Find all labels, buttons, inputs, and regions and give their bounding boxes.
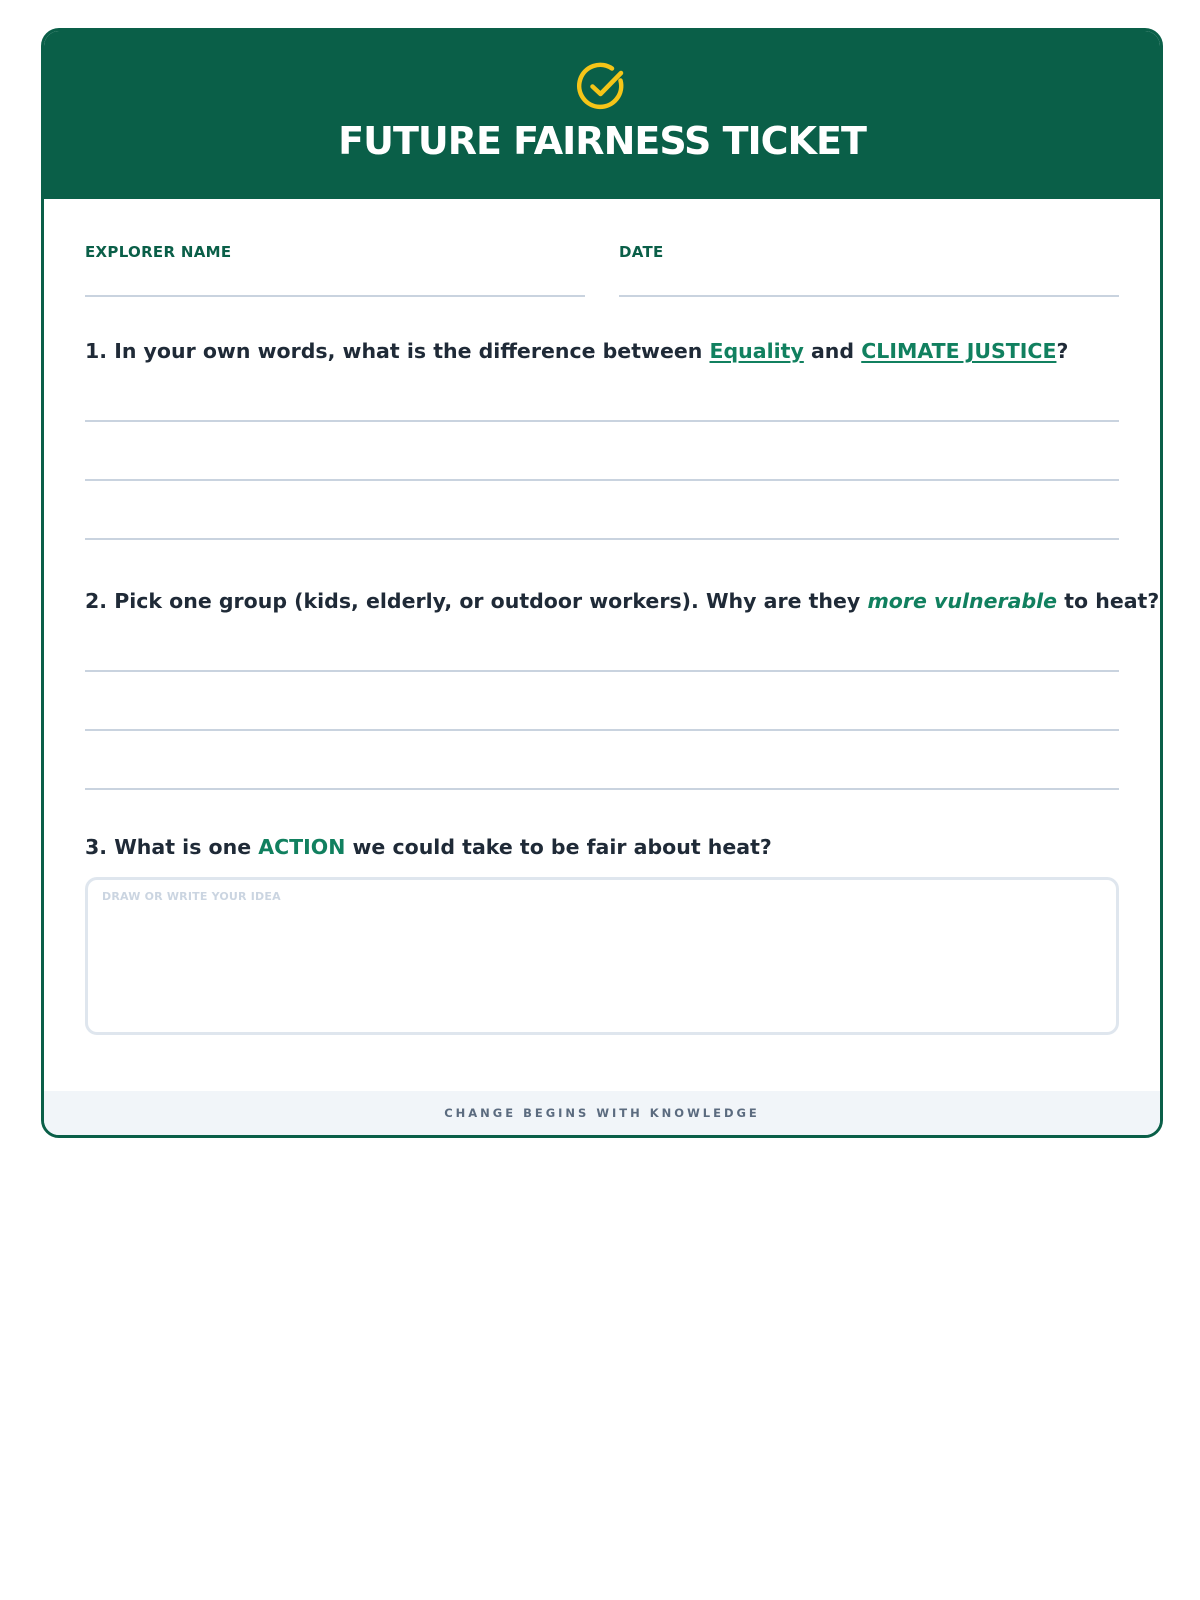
- meta-row: [85, 243, 1119, 297]
- question-1-suffix: ?: [1056, 339, 1069, 363]
- question-2-prefix: 2. Pick one group (kids, elderly, or outdoor workers). Why are they: [85, 589, 868, 613]
- answer-line[interactable]: [85, 363, 1119, 422]
- date-input[interactable]: [619, 295, 1119, 297]
- question-3-prefix: 3. What is one: [85, 835, 259, 859]
- question-2: [85, 589, 1160, 613]
- answer-line[interactable]: [85, 731, 1119, 790]
- question-1-prefix: 1. In your own words, what is the difference between: [85, 339, 710, 363]
- question-3: [85, 835, 1119, 859]
- term-equality[interactable]: Equality: [709, 339, 804, 363]
- answer-line[interactable]: [85, 422, 1119, 481]
- idea-placeholder: DRAW OR WRITE YOUR IDEA: [102, 890, 281, 903]
- fairness-ticket-card: [41, 28, 1163, 1138]
- answer-line[interactable]: [85, 672, 1119, 731]
- term-more-vulnerable: more vulnerable: [867, 589, 1058, 613]
- explorer-name-field: [85, 243, 585, 297]
- ticket-body: [44, 243, 1160, 1035]
- ticket-footer: [44, 1091, 1160, 1135]
- question-3-suffix: we could take to be fair about heat?: [345, 835, 772, 859]
- date-field: [619, 243, 1119, 297]
- term-action: ACTION: [258, 835, 346, 859]
- question-1-mid: and: [803, 339, 862, 363]
- ticket-header: [44, 31, 1160, 199]
- question-2-suffix: to heat?: [1057, 589, 1160, 613]
- date-label: DATE: [619, 243, 664, 261]
- answer-line[interactable]: [85, 613, 1119, 672]
- question-1: [85, 339, 1119, 363]
- explorer-name-label: EXPLORER NAME: [85, 243, 232, 261]
- ticket-title: FUTURE FAIRNESS TICKET: [338, 119, 866, 163]
- idea-draw-box[interactable]: [85, 877, 1119, 1035]
- explorer-name-input[interactable]: [85, 295, 585, 297]
- answer-area-2: [85, 613, 1119, 790]
- footer-text: CHANGE BEGINS WITH KNOWLEDGE: [444, 1106, 760, 1120]
- term-climate-justice[interactable]: CLIMATE JUSTICE: [861, 339, 1057, 363]
- answer-line[interactable]: [85, 481, 1119, 540]
- check-circle-icon: [576, 61, 628, 113]
- answer-area-1: [85, 363, 1119, 540]
